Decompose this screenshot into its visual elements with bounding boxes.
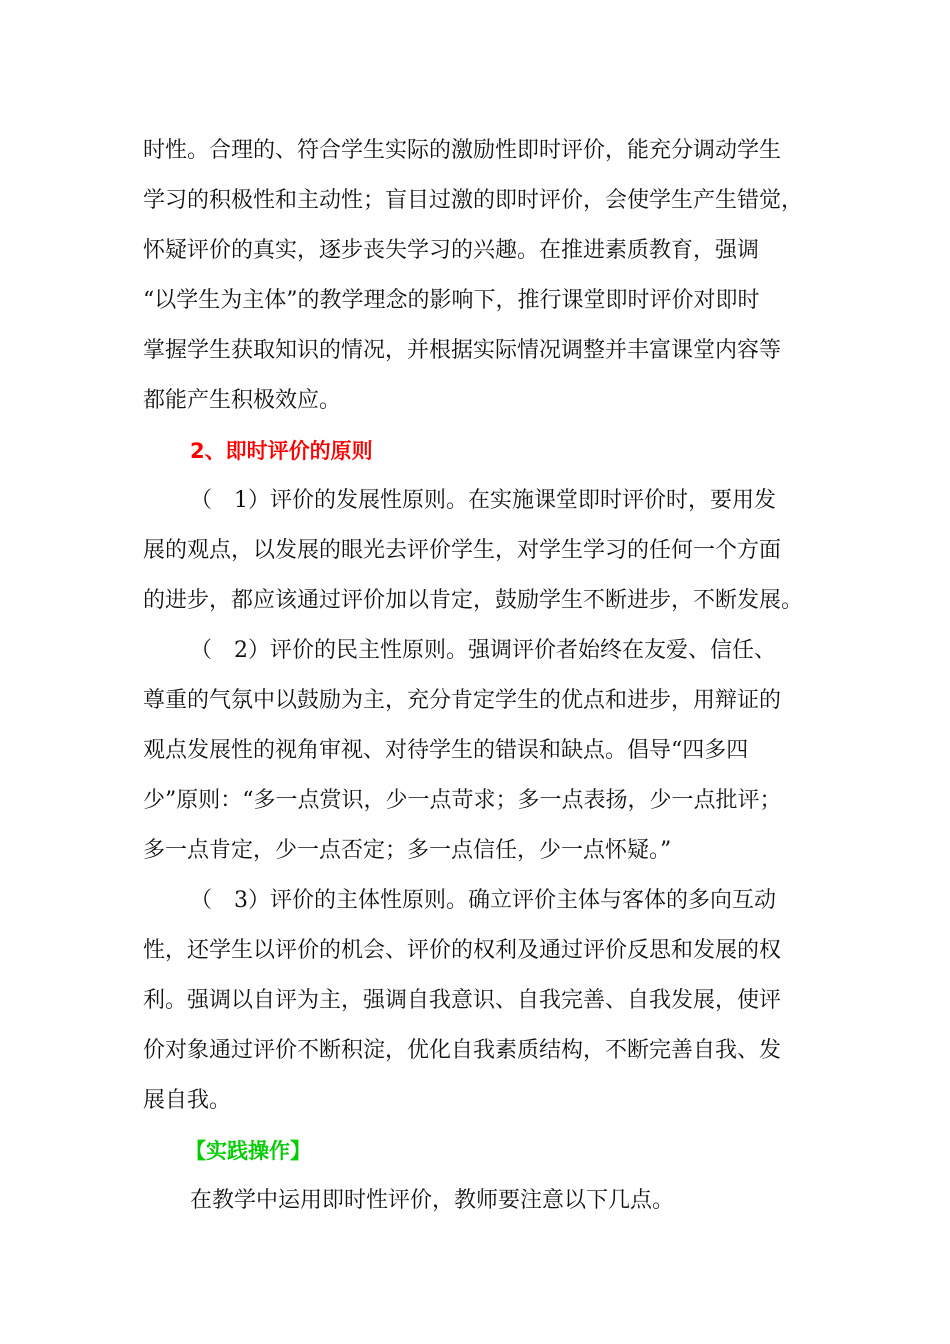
body-line: 少”原则：“多一点赏识，少一点苛求；多一点表扬，少一点批评； — [143, 788, 782, 813]
body-line: 性，还学生以评价的机会、评价的权利及通过评价反思和发展的权 — [143, 938, 782, 963]
body-line: 在教学中运用即时性评价，教师要注意以下几点。 — [190, 1188, 675, 1213]
body-line: 尊重的气氛中以鼓励为主，充分肯定学生的优点和进步，用辩证的 — [143, 688, 782, 713]
body-line: 价对象通过评价不断积淀，优化自我素质结构，不断完善自我、发 — [143, 1038, 782, 1063]
body-line: 都能产生积极效应。 — [143, 388, 342, 413]
practice-heading: 【实践操作】 — [185, 1139, 311, 1163]
body-line: “以学生为主体”的教学理念的影响下，推行课堂即时评价对即时 — [143, 288, 760, 313]
body-line: 的进步，都应该通过评价加以肯定，鼓励学生不断进步，不断发展。 — [143, 588, 804, 613]
body-line: 展自我。 — [143, 1088, 232, 1113]
body-line: 时性。合理的、符合学生实际的激励性即时评价，能充分调动学生 — [143, 138, 782, 163]
body-line: 利。强调以自评为主，强调自我意识、自我完善、自我发展，使评 — [143, 988, 782, 1013]
body-line: 多一点肯定，少一点否定；多一点信任，少一点怀疑。” — [143, 838, 672, 863]
body-line: 展的观点，以发展的眼光去评价学生，对学生学习的任何一个方面 — [143, 538, 782, 563]
body-line: 观点发展性的视角审视、对待学生的错误和缺点。倡导“四多四 — [143, 738, 749, 763]
body-line: 掌握学生获取知识的情况，并根据实际情况调整并丰富课堂内容等 — [143, 338, 782, 363]
section-heading: 2、即时评价的原则 — [190, 439, 373, 463]
body-line: 学习的积极性和主动性；盲目过激的即时评价，会使学生产生错觉， — [143, 188, 804, 213]
body-line: （ 1）评价的发展性原则。在实施课堂即时评价时，要用发 — [190, 488, 776, 513]
body-line: 怀疑评价的真实，逐步丧失学习的兴趣。在推进素质教育，强调 — [143, 238, 760, 263]
body-line: （ 2）评价的民主性原则。强调评价者始终在友爱、信任、 — [190, 638, 776, 663]
body-line: （ 3）评价的主体性原则。确立评价主体与客体的多向互动 — [190, 888, 776, 913]
